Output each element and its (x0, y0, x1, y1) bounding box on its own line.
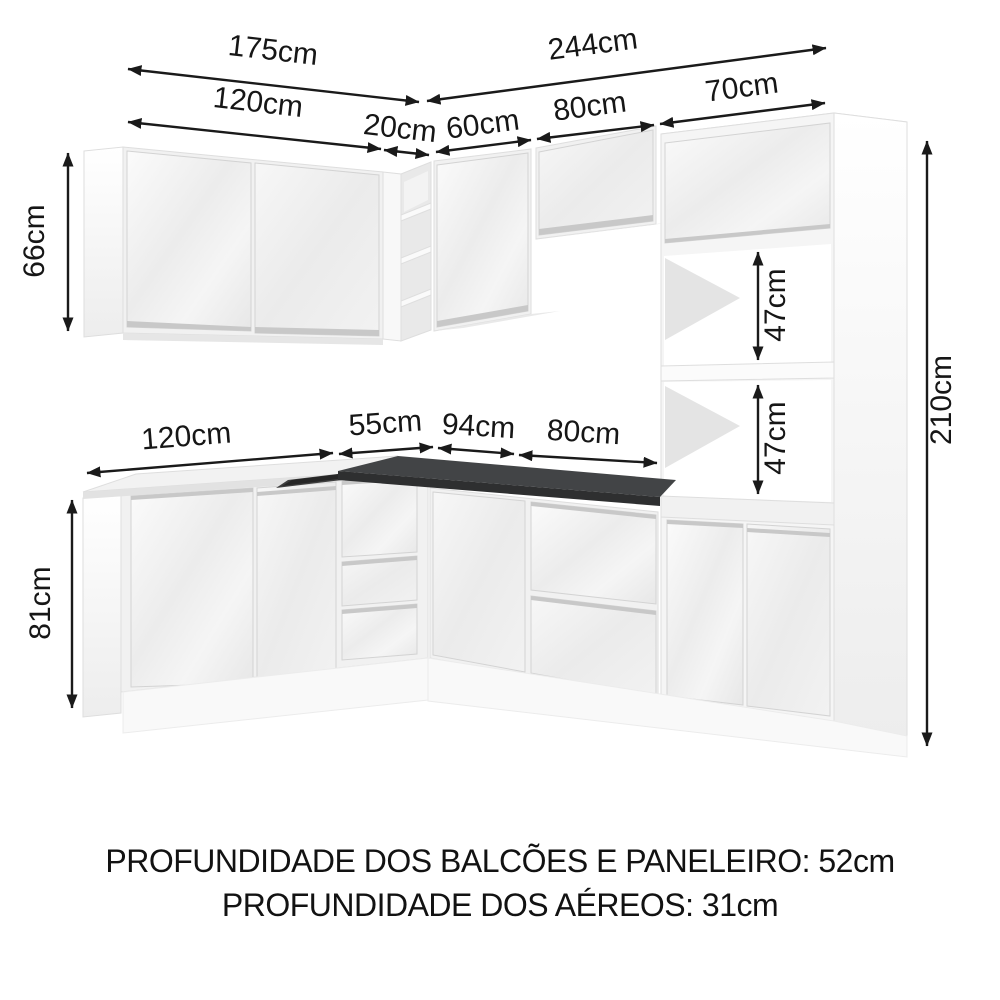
dim-label-81: 81cm (24, 566, 57, 640)
dim-label-20: 20cm (361, 108, 439, 150)
dim-label-210: 210cm (925, 354, 958, 446)
dim-label-47-lower: 47cm (759, 401, 792, 475)
dim-arrow-20 (384, 150, 429, 155)
footer-depth-base: PROFUNDIDADE DOS BALCÕES E PANELEIRO: 52cm (105, 843, 895, 879)
base-corner-door (433, 492, 525, 672)
footer-depth-upper: PROFUNDIDADE DOS AÉREOS: 31cm (221, 887, 779, 923)
dim-label-70: 70cm (703, 66, 781, 109)
dim-label-66: 66cm (18, 204, 51, 278)
niche-lower (664, 380, 831, 502)
dim-label-80-top: 80cm (551, 85, 629, 128)
footer-notes (105, 843, 894, 923)
dim-label-55: 55cm (347, 404, 424, 443)
dim-label-94: 94cm (440, 407, 517, 446)
niche-upper (664, 244, 831, 366)
tall-cabinet-base (667, 520, 830, 716)
dim-label-80-mid: 80cm (545, 413, 622, 452)
dim-label-175: 175cm (226, 29, 320, 73)
wall-cabinet-left (84, 147, 383, 345)
tall-cabinet-top-door (665, 123, 830, 243)
dim-label-120-top: 120cm (211, 81, 305, 125)
dim-arrow-94 (438, 448, 514, 454)
dim-arrow-80-mid (519, 455, 657, 463)
dim-label-120-mid: 120cm (140, 416, 233, 457)
dim-label-47-upper: 47cm (759, 268, 792, 342)
open-shelf-unit (383, 162, 431, 341)
drawer-unit-left (342, 476, 417, 660)
dim-label-244: 244cm (545, 22, 640, 67)
dim-arrow-120-top (128, 122, 381, 149)
dim-arrow-55 (339, 447, 433, 454)
dim-label-60: 60cm (444, 103, 522, 146)
